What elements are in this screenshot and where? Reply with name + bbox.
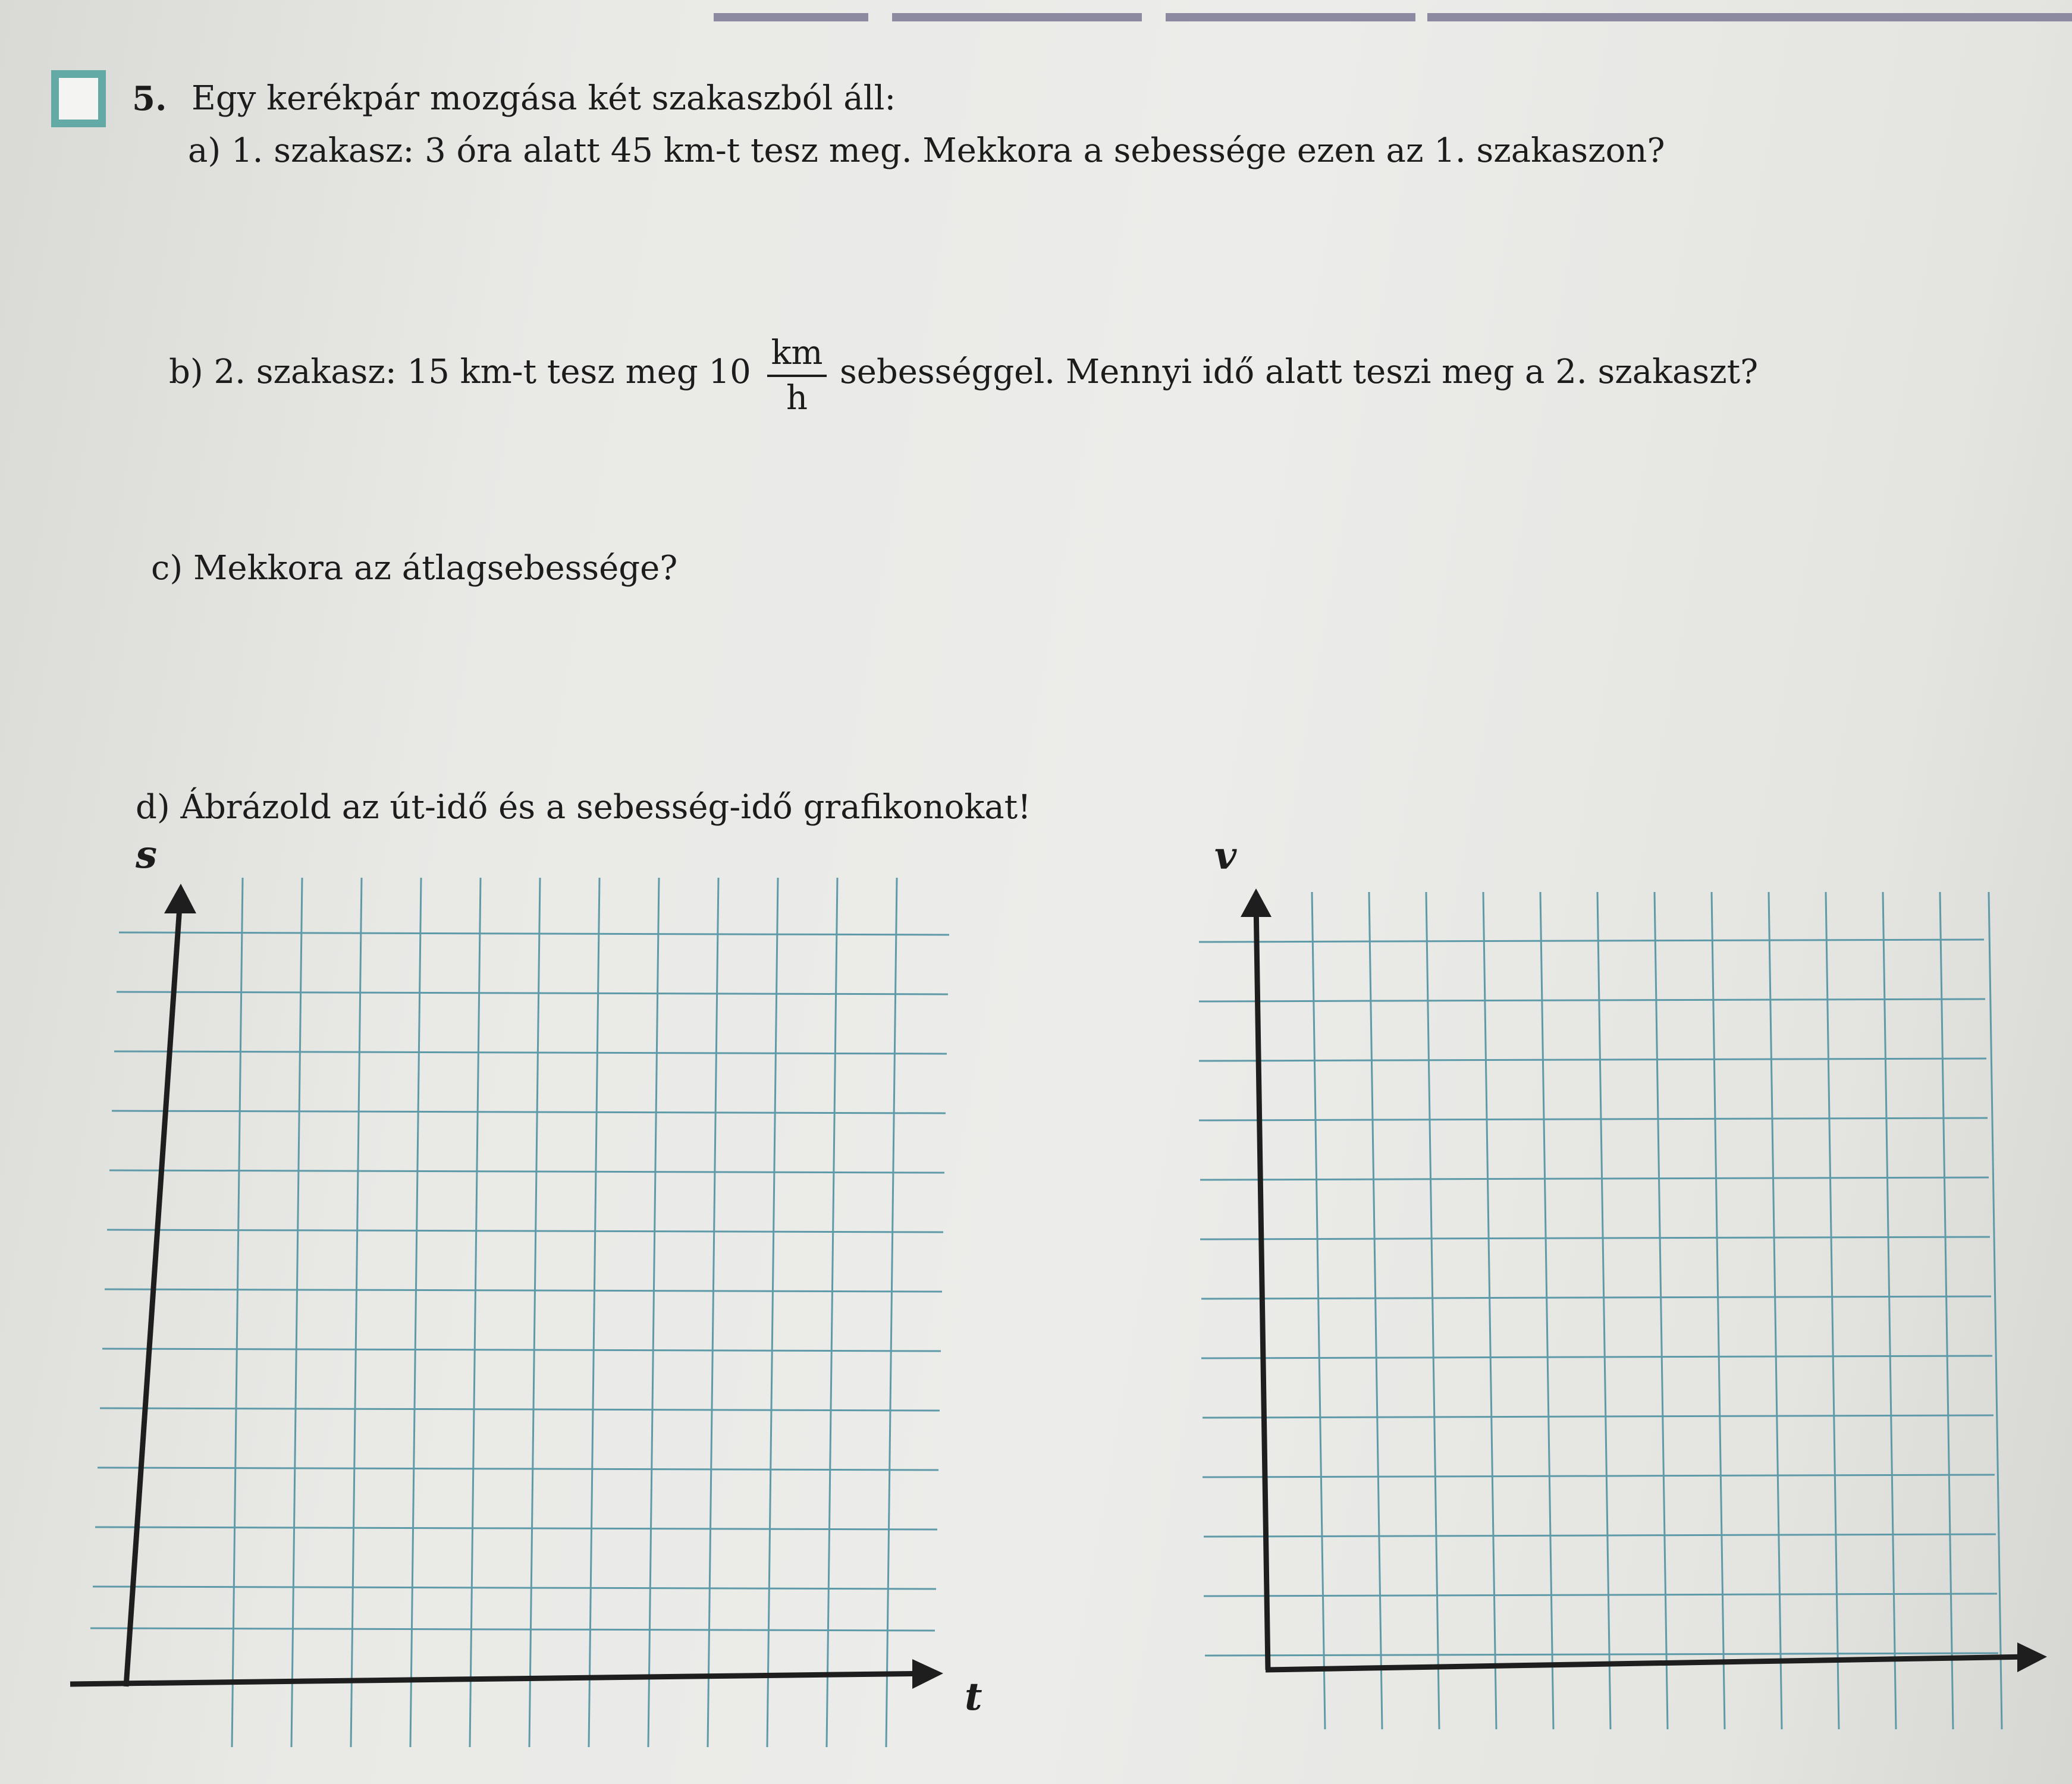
left-x-axis-label: t	[965, 1675, 982, 1719]
right-x-arrow-icon	[2017, 1642, 2047, 1672]
left-x-arrow-icon	[912, 1659, 943, 1689]
exercise-number: 5.	[132, 79, 167, 118]
left-grid-vertical	[232, 878, 897, 1747]
question-c: c) Mekkora az átlagsebessége?	[151, 549, 678, 588]
left-y-axis-label: s	[136, 833, 158, 877]
right-grid-vertical	[1312, 892, 2002, 1729]
left-grid-horizontal	[90, 932, 949, 1631]
question-a: a) 1. szakasz: 3 óra alatt 45 km-t tesz meg. Mekkora a sebessége ezen az 1. szakaszon?	[188, 131, 1665, 170]
right-y-arrow-icon	[1241, 888, 1272, 917]
right-y-axis-label: v	[1214, 834, 1237, 878]
left-x-axis	[70, 1673, 935, 1684]
left-y-arrow-icon	[164, 884, 196, 913]
exercise-title: Egy kerékpár mozgása két szakaszból áll:	[191, 79, 896, 118]
unit-numerator: km	[771, 334, 823, 372]
left-y-axis	[126, 890, 181, 1686]
question-b-start: b) 2. szakasz: 15 km-t tesz meg 10	[169, 353, 751, 391]
question-d: d) Ábrázold az út-idő és a sebesség-idő grafikonokat!	[136, 788, 1031, 827]
question-b-end: sebességgel. Mennyi idő alatt teszi meg a 2. szakaszt?	[840, 353, 1759, 391]
unit-denominator: h	[786, 379, 808, 417]
right-x-axis	[1266, 1657, 2028, 1670]
right-y-axis	[1256, 902, 1268, 1670]
